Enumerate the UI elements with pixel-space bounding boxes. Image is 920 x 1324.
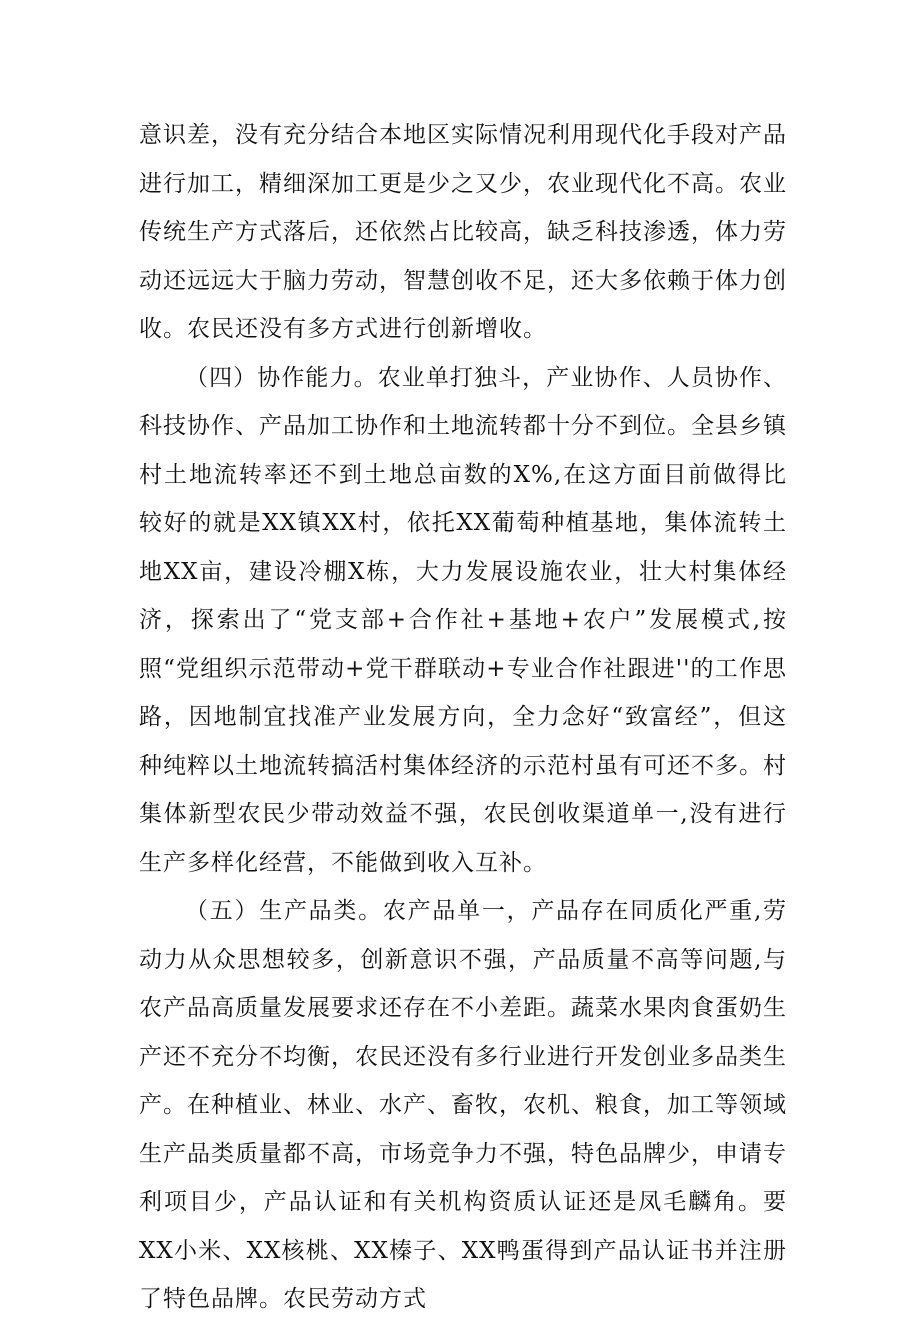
paragraph-product-categories: （五）生产品类。农产品单一，产品存在同质化严重,劳动力从众思想较多，创新意识不强，产品质量不高等问题,与农产品高质量发展要求还存在不小差距。蔬菜水果肉食蛋奶生产还不充分不均衡，农民还没有多行业进行开发创业多品类生产。在种植业、林业、水产、畜牧，农机、粮食，加工等领域生产品类质量都不高，市场竞争力不强，特色品牌少，申请专利项目少，产品认证和有关机构资质认证还是凤毛麟角。要XX小米、XX核桃、XX榛子、XX鸭蛋得到产品认证书并注册了特色品牌。农民劳动方式 bbox=[139, 898, 787, 1312]
document-body bbox=[139, 111, 787, 1324]
paragraph-continuation: 意识差，没有充分结合本地区实际情况利用现代化手段对产品进行加工，精细深加工更是少之又少，农业现代化不高。农业传统生产方式落后，还依然占比较高，缺乏科技渗透，体力劳动还远远大于脑力劳动，智慧创收不足，还大多依赖于体力创收。农民还没有多方式进行创新增收。 bbox=[139, 122, 787, 342]
paragraph-cooperation-ability: （四）协作能力。农业单打独斗，产业协作、人员协作、科技协作、产品加工协作和土地流转都十分不到位。全县乡镇村土地流转率还不到土地总亩数的X%,在这方面目前做得比较好的就是XX镇XX村，依托XX葡萄种植基地，集体流转土地XX亩，建设冷棚X栋，大力发展设施农业，壮大村集体经济，探索出了“党支部+合作社+基地+农户”发展模式,按照“党组织示范带动+党干群联动+专业合作社跟进''的工作思路，因地制宜找准产业发展方向，全力念好“致富经”，但这种纯粹以土地流转搞活村集体经济的示范村虽有可还不多。村集体新型农民少带动效益不强，农民创收渠道单一,没有进行生产多样化经营，不能做到收入互补。 bbox=[139, 364, 787, 876]
